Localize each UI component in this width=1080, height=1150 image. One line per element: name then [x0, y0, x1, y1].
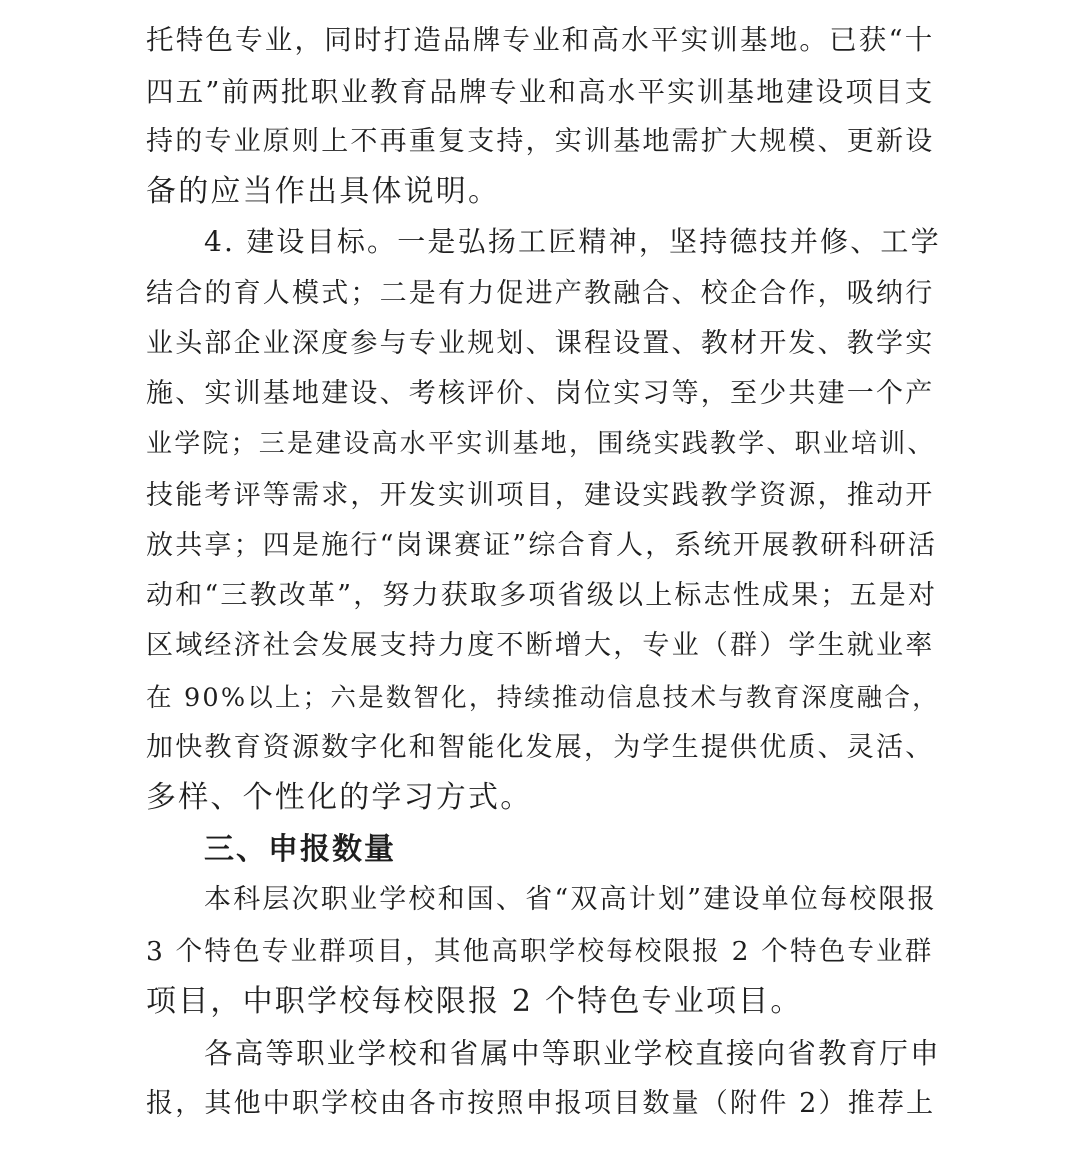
paragraph-line: 区域经济社会发展支持力度不断增大，专业（群）学生就业率	[146, 630, 935, 661]
paragraph-line: 本科层次职业学校和国、省“双高计划”建设单位每校限报	[204, 884, 937, 915]
paragraph-line: 业头部企业深度参与专业规划、课程设置、教材开发、教学实	[146, 328, 935, 359]
paragraph-line: 持的专业原则上不再重复支持，实训基地需扩大规模、更新设	[146, 126, 935, 157]
section-heading: 三、申报数量	[204, 832, 396, 867]
paragraph-line: 施、实训基地建设、考核评价、岗位实习等，至少共建一个产	[146, 378, 935, 409]
paragraph-line: 技能考评等需求，开发实训项目，建设实践教学资源，推动开	[146, 480, 935, 511]
paragraph-line: 项目，中职学校每校限报 2 个特色专业项目。	[146, 984, 803, 1019]
paragraph-line: 各高等职业学校和省属中等职业学校直接向省教育厅申	[204, 1037, 941, 1070]
paragraph-line: 在 90%以上；六是数智化，持续推动信息技术与教育深度融合，	[146, 683, 940, 713]
paragraph-line: 加快教育资源数字化和智能化发展，为学生提供优质、灵活、	[146, 732, 935, 763]
paragraph-line: 业学院；三是建设高水平实训基地，围绕实践教学、职业培训、	[146, 429, 936, 459]
paragraph-line: 3 个特色专业群项目，其他高职学校每校限报 2 个特色专业群	[146, 936, 934, 967]
paragraph-line: 动和“三教改革”，努力获取多项省级以上标志性成果；五是对	[146, 580, 938, 611]
paragraph-line: 四五”前两批职业教育品牌专业和高水平实训基地建设项目支	[146, 76, 935, 108]
paragraph-line: 结合的育人模式；二是有力促进产教融合、校企合作，吸纳行	[146, 278, 935, 309]
paragraph-line: 备的应当作出具体说明。	[146, 174, 501, 209]
paragraph-line: 放共享；四是施行“岗课赛证”综合育人，系统开展教研科研活	[146, 530, 938, 561]
paragraph-line: 托特色专业，同时打造品牌专业和高水平实训基地。已获“十	[146, 24, 935, 56]
paragraph-line: 多样、个性化的学习方式。	[146, 780, 533, 815]
paragraph-line: 4. 建设目标。一是弘扬工匠精神，坚持德技并修、工学	[204, 225, 941, 258]
paragraph-line: 报，其他中职学校由各市按照申报项目数量（附件 2）推荐上	[146, 1088, 936, 1119]
